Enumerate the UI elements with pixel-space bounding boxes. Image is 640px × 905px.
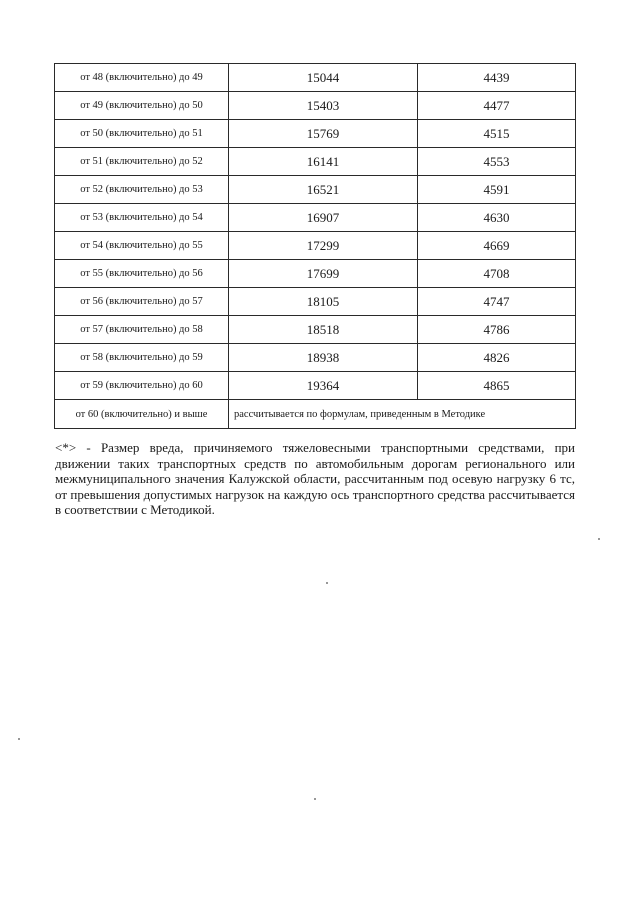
table-row xyxy=(55,204,576,232)
range-cell: от 48 (включительно) до 49 xyxy=(55,64,229,92)
table-row xyxy=(55,316,576,344)
value-cell: 4439 xyxy=(418,64,576,92)
value-cell: 18938 xyxy=(229,344,418,372)
scan-speck xyxy=(314,798,316,800)
range-cell: от 59 (включительно) до 60 xyxy=(55,372,229,400)
table-row xyxy=(55,288,576,316)
value-cell: 16521 xyxy=(229,176,418,204)
value-cell: 18105 xyxy=(229,288,418,316)
value-cell: 15044 xyxy=(229,64,418,92)
value-cell: 4669 xyxy=(418,232,576,260)
table-row xyxy=(55,148,576,176)
range-cell: от 49 (включительно) до 50 xyxy=(55,92,229,120)
range-cell: от 50 (включительно) до 51 xyxy=(55,120,229,148)
value-cell: 4591 xyxy=(418,176,576,204)
value-cell: 4477 xyxy=(418,92,576,120)
value-cell: 4630 xyxy=(418,204,576,232)
table-row xyxy=(55,344,576,372)
value-cell: 4515 xyxy=(418,120,576,148)
value-cell: 4747 xyxy=(418,288,576,316)
formula-note-cell: рассчитывается по формулам, приведенным в Методике xyxy=(229,400,576,429)
footnote-text: <*> - Размер вреда, причиняемого тяжеловесными транспортными средствами, при движении таких транспортных средств по автомобильным дорогам регионального или межмуниципального значения Калужской области, рассчитанным под осевую нагрузку 6 тс, от превышения допустимых нагрузок на каждую ось транспортного средства рассчитывается в соответствии с Методикой. xyxy=(55,440,575,517)
scan-speck xyxy=(598,538,600,540)
scan-speck xyxy=(18,738,20,740)
scan-speck xyxy=(326,582,328,584)
table-row xyxy=(55,260,576,288)
table-row xyxy=(55,64,576,92)
table-row xyxy=(55,176,576,204)
value-cell: 16141 xyxy=(229,148,418,176)
table-row xyxy=(55,372,576,400)
table-row xyxy=(55,232,576,260)
value-cell: 17299 xyxy=(229,232,418,260)
value-cell: 16907 xyxy=(229,204,418,232)
range-cell: от 56 (включительно) до 57 xyxy=(55,288,229,316)
value-cell: 15769 xyxy=(229,120,418,148)
table-row-last xyxy=(55,400,576,429)
value-cell: 4786 xyxy=(418,316,576,344)
value-cell: 4826 xyxy=(418,344,576,372)
range-cell: от 58 (включительно) до 59 xyxy=(55,344,229,372)
value-cell: 19364 xyxy=(229,372,418,400)
table-body xyxy=(55,64,576,400)
value-cell: 4708 xyxy=(418,260,576,288)
value-cell: 4865 xyxy=(418,372,576,400)
table-row xyxy=(55,120,576,148)
damage-rates-table xyxy=(54,63,576,429)
range-cell: от 60 (включительно) и выше xyxy=(55,400,229,429)
table-row xyxy=(55,92,576,120)
range-cell: от 55 (включительно) до 56 xyxy=(55,260,229,288)
value-cell: 18518 xyxy=(229,316,418,344)
range-cell: от 54 (включительно) до 55 xyxy=(55,232,229,260)
value-cell: 17699 xyxy=(229,260,418,288)
value-cell: 4553 xyxy=(418,148,576,176)
range-cell: от 52 (включительно) до 53 xyxy=(55,176,229,204)
range-cell: от 53 (включительно) до 54 xyxy=(55,204,229,232)
range-cell: от 57 (включительно) до 58 xyxy=(55,316,229,344)
range-cell: от 51 (включительно) до 52 xyxy=(55,148,229,176)
value-cell: 15403 xyxy=(229,92,418,120)
